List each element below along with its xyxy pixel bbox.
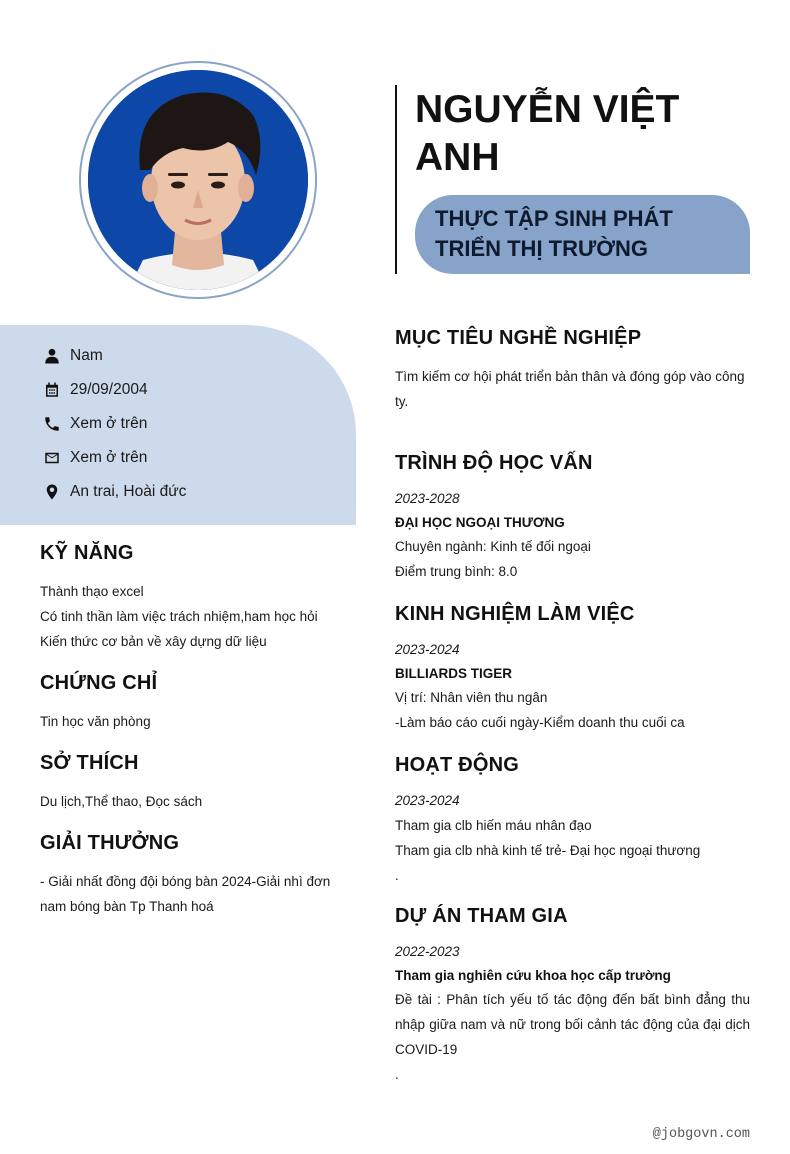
awards-title: GIẢI THƯỞNG xyxy=(40,832,180,854)
info-email xyxy=(42,446,147,470)
avatar xyxy=(88,70,308,290)
projects-title: DỰ ÁN THAM GIA xyxy=(395,905,568,927)
experience-duties: -Làm báo cáo cuối ngày-Kiểm doanh thu cuối ca xyxy=(395,715,685,730)
awards-text: - Giải nhất đồng đội bóng bàn 2024-Giải nhì đơn nam bóng bàn Tp Thanh hoá xyxy=(40,874,331,914)
certificates-title: CHỨNG CHỈ xyxy=(40,672,158,694)
info-phone xyxy=(42,412,147,436)
skills-section xyxy=(40,542,340,654)
avatar-portrait xyxy=(88,70,308,290)
activities-section xyxy=(395,754,750,888)
activity-item: Tham gia clb hiến máu nhân đạo xyxy=(395,818,592,833)
gender-text: Nam xyxy=(70,347,103,364)
education-section xyxy=(395,452,750,584)
full-name: NGUYỄN VIỆT ANH xyxy=(415,88,680,179)
education-title: TRÌNH ĐỘ HỌC VẤN xyxy=(395,452,593,474)
education-gpa: Điểm trung bình: 8.0 xyxy=(395,564,518,579)
experience-position: Vị trí: Nhân viên thu ngân xyxy=(395,690,548,705)
certificate-item: Tin học văn phòng xyxy=(40,714,151,729)
projects-section xyxy=(395,905,750,1087)
mail-icon xyxy=(42,448,62,468)
birthday-text: 29/09/2004 xyxy=(70,381,148,398)
project-description: Đề tài : Phân tích yếu tố tác động đến bất bình đẳng thu nhập giữa nam và nữ trong bối cảnh tác động của đại dịch COVID-19 xyxy=(395,992,750,1057)
hobbies-title: SỞ THÍCH xyxy=(40,752,139,774)
location-pin-icon xyxy=(42,482,62,502)
awards-section xyxy=(40,832,340,919)
skill-item: Có tinh thần làm việc trách nhiệm,ham học hỏi xyxy=(40,609,318,624)
job-title-badge xyxy=(415,195,750,274)
address-text: An trai, Hoài đức xyxy=(70,483,187,500)
calendar-icon xyxy=(42,380,62,400)
objective-title: MỤC TIÊU NGHỀ NGHIỆP xyxy=(395,327,642,349)
hobbies-section xyxy=(40,752,340,814)
activities-title: HOẠT ĐỘNG xyxy=(395,754,520,776)
certificates-section xyxy=(40,672,340,734)
watermark: @jobgovn.com xyxy=(652,1127,750,1142)
name-divider xyxy=(395,85,397,274)
skills-title: KỸ NĂNG xyxy=(40,542,134,564)
project-name: Tham gia nghiên cứu khoa học cấp trường xyxy=(395,968,671,983)
hobbies-text: Du lịch,Thể thao, Đọc sách xyxy=(40,794,203,809)
job-title: THỰC TẬP SINH PHÁT TRIỂN THỊ TRƯỜNG xyxy=(435,206,673,261)
phone-text: Xem ở trên xyxy=(70,415,148,432)
skill-item: Thành thạo excel xyxy=(40,584,144,599)
education-period: 2023-2028 xyxy=(395,491,460,506)
skill-item: Kiến thức cơ bản về xây dựng dữ liệu xyxy=(40,634,267,649)
info-gender xyxy=(42,344,103,368)
education-major: Chuyên ngành: Kinh tế đối ngoại xyxy=(395,539,591,554)
email-text: Xem ở trên xyxy=(70,449,148,466)
person-icon xyxy=(42,346,62,366)
objective-section xyxy=(395,327,750,414)
experience-title: KINH NGHIỆM LÀM VIỆC xyxy=(395,603,635,625)
activity-item: Tham gia clb nhà kinh tế trẻ- Đại học ngoại thương xyxy=(395,843,701,858)
experience-period: 2023-2024 xyxy=(395,642,460,657)
info-address xyxy=(42,480,186,504)
project-period: 2022-2023 xyxy=(395,944,460,959)
experience-section xyxy=(395,603,750,735)
info-birthday xyxy=(42,378,148,402)
experience-company: BILLIARDS TIGER xyxy=(395,666,512,681)
activities-period: 2023-2024 xyxy=(395,793,460,808)
project-trail: . xyxy=(395,1067,399,1082)
activity-item: . xyxy=(395,868,399,883)
phone-icon xyxy=(42,414,62,434)
education-school: ĐẠI HỌC NGOẠI THƯƠNG xyxy=(395,515,565,530)
objective-text: Tìm kiếm cơ hội phát triển bản thân và đóng góp vào công ty. xyxy=(395,369,745,409)
